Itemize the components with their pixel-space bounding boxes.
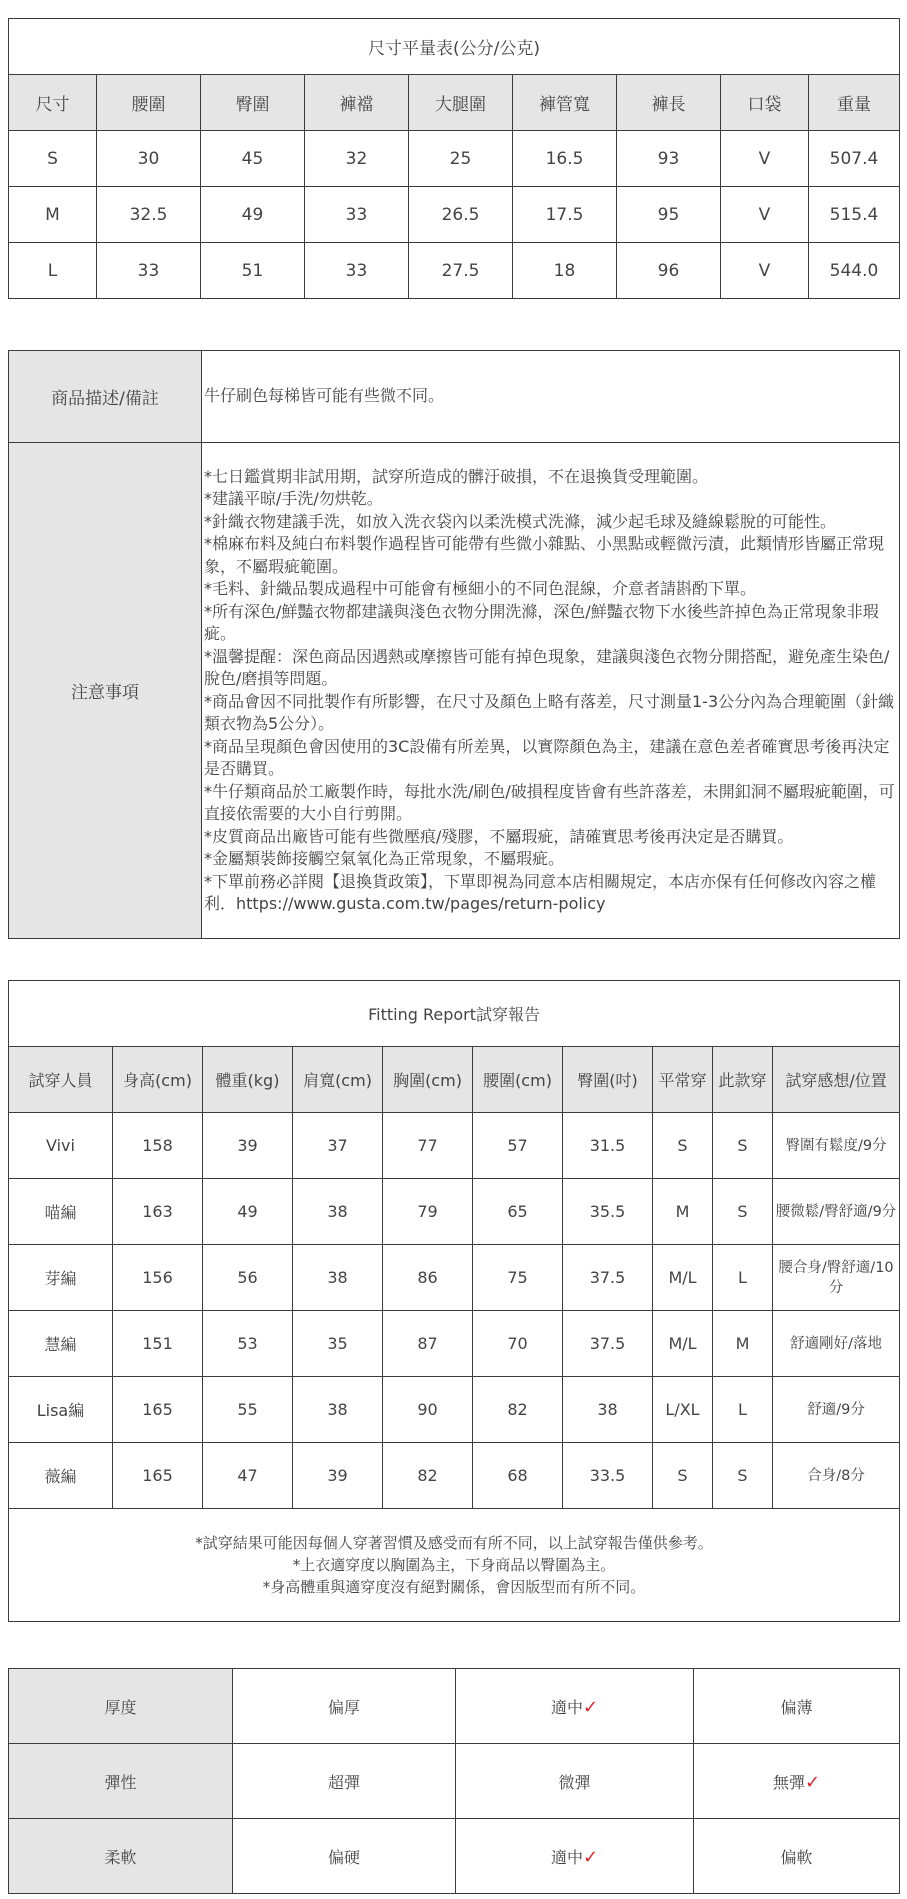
table-cell: 79 xyxy=(383,1179,473,1245)
thickness-row xyxy=(9,1669,900,1744)
table-cell: 舒適剛好/落地 xyxy=(773,1311,900,1377)
table-cell: 33 xyxy=(97,243,201,299)
notice-item: *牛仔類商品於工廠製作時，每批水洗/刷色/破損程度皆會有些許落差，未開釦洞不屬瑕疵範圍，可直接依需要的大小自行剪開。 xyxy=(204,781,895,823)
notice-item: *下單前務必詳閱【退換貨政策】，下單即視為同意本店相關規定，本店亦保有任何修改內容之權利．https://www.gusta.com.tw/pages/return-policy xyxy=(204,871,877,913)
header-cell: 此款穿 xyxy=(713,1047,773,1113)
table-cell: M xyxy=(653,1179,713,1245)
table-cell: 合身/8分 xyxy=(773,1443,900,1509)
table-cell: 臀圍有鬆度/9分 xyxy=(773,1113,900,1179)
footnote: *身高體重與適穿度沒有絕對關係，會因版型而有所不同。 xyxy=(262,1578,646,1596)
table-cell: 82 xyxy=(473,1377,563,1443)
table-cell: 27.5 xyxy=(409,243,513,299)
table-cell: 26.5 xyxy=(409,187,513,243)
table-cell: 38 xyxy=(293,1377,383,1443)
table-cell: 49 xyxy=(203,1179,293,1245)
table-cell: M/L xyxy=(653,1311,713,1377)
table-cell: 16.5 xyxy=(513,131,617,187)
table-cell: L xyxy=(713,1245,773,1311)
material-table xyxy=(8,1668,900,1894)
table-cell: 38 xyxy=(293,1245,383,1311)
header-cell: 褲襠 xyxy=(305,75,409,131)
table-cell: 68 xyxy=(473,1443,563,1509)
table-cell: 慧編 xyxy=(9,1311,113,1377)
material-label: 柔軟 xyxy=(9,1819,233,1894)
table-cell: M xyxy=(9,187,97,243)
table-cell: 芽編 xyxy=(9,1245,113,1311)
fitting-report-table xyxy=(8,980,900,1622)
table-cell: S xyxy=(653,1443,713,1509)
table-cell: 38 xyxy=(293,1179,383,1245)
header-cell: 褲長 xyxy=(617,75,721,131)
table-cell: 95 xyxy=(617,187,721,243)
table-cell: 70 xyxy=(473,1311,563,1377)
option-label: 適中 xyxy=(550,1697,583,1717)
table-cell: V xyxy=(721,243,809,299)
table-cell: 35 xyxy=(293,1311,383,1377)
table-cell: L xyxy=(9,243,97,299)
material-label: 厚度 xyxy=(9,1669,233,1744)
size-header-row xyxy=(9,75,900,131)
header-cell: 腰圍 xyxy=(97,75,201,131)
material-option xyxy=(233,1819,456,1894)
header-cell: 臀圍(吋) xyxy=(563,1047,653,1113)
table-cell: 165 xyxy=(113,1443,203,1509)
table-cell: 93 xyxy=(617,131,721,187)
table-cell: S xyxy=(713,1179,773,1245)
notice-item: *商品呈現顏色會因使用的3C設備有所差異，以實際顏色為主，建議在意色差者確實思考後再決定是否購買。 xyxy=(204,736,890,778)
notice-item: *毛料、針織品製成過程中可能會有極細小的不同色混線，介意者請斟酌下單。 xyxy=(204,579,757,598)
table-row xyxy=(9,1377,900,1443)
table-cell: 39 xyxy=(293,1443,383,1509)
table-cell: 37.5 xyxy=(563,1245,653,1311)
table-cell: 30 xyxy=(97,131,201,187)
notice-item: *商品會因不同批製作有所影響，在尺寸及顏色上略有落差，尺寸測量1-3公分內為合理範圍（針織類衣物為5公分）。 xyxy=(204,691,895,733)
table-cell: 507.4 xyxy=(809,131,900,187)
header-cell: 腰圍(cm) xyxy=(473,1047,563,1113)
notes-table xyxy=(8,350,900,939)
table-cell: 腰合身/臀舒適/10分 xyxy=(773,1245,900,1311)
notice-item: *所有深色/鮮豔衣物都建議與淺色衣物分開洗滌，深色/鮮豔衣物下水後些許掉色為正常現象非瑕疵。 xyxy=(204,601,879,643)
table-row xyxy=(9,1113,900,1179)
table-cell: 31.5 xyxy=(563,1113,653,1179)
table-cell: V xyxy=(721,187,809,243)
header-cell: 胸圍(cm) xyxy=(383,1047,473,1113)
fitting-header-row xyxy=(9,1047,900,1113)
notice-item: *溫馨提醒：深色商品因遇熱或摩擦皆可能有掉色現象，建議與淺色衣物分開搭配，避免產生染色/脫色/磨損等問題。 xyxy=(204,646,890,688)
table-cell: 17.5 xyxy=(513,187,617,243)
table-cell: 158 xyxy=(113,1113,203,1179)
table-cell: L/XL xyxy=(653,1377,713,1443)
table-cell: V xyxy=(721,131,809,187)
header-cell: 口袋 xyxy=(721,75,809,131)
table-cell: 33 xyxy=(305,187,409,243)
table-cell: 53 xyxy=(203,1311,293,1377)
option-label: 超彈 xyxy=(327,1772,360,1792)
check-icon: ✓ xyxy=(804,1771,821,1793)
table-row xyxy=(9,1311,900,1377)
softness-row xyxy=(9,1819,900,1894)
table-cell: S xyxy=(653,1113,713,1179)
table-cell: 18 xyxy=(513,243,617,299)
notice-item: *七日鑑賞期非試用期，試穿所造成的髒汙破損，不在退換貨受理範圍。 xyxy=(204,466,709,486)
table-cell: 喵編 xyxy=(9,1179,113,1245)
table-cell: S xyxy=(713,1113,773,1179)
header-cell: 體重(kg) xyxy=(203,1047,293,1113)
header-cell: 試穿人員 xyxy=(9,1047,113,1113)
fitting-footnotes xyxy=(9,1509,900,1622)
header-cell: 褲管寬 xyxy=(513,75,617,131)
description-label: 商品描述/備註 xyxy=(9,351,202,443)
table-cell: 舒適/9分 xyxy=(773,1377,900,1443)
table-cell: 55 xyxy=(203,1377,293,1443)
material-option xyxy=(233,1744,456,1819)
table-cell: 156 xyxy=(113,1245,203,1311)
table-cell: M/L xyxy=(653,1245,713,1311)
table-cell: 165 xyxy=(113,1377,203,1443)
option-label: 無彈 xyxy=(772,1772,805,1792)
table-cell: 腰微鬆/臀舒適/9分 xyxy=(773,1179,900,1245)
table-cell: 37 xyxy=(293,1113,383,1179)
description-row xyxy=(9,351,900,443)
table-cell: 47 xyxy=(203,1443,293,1509)
table-cell: 77 xyxy=(383,1113,473,1179)
material-option xyxy=(694,1669,900,1744)
table-cell: 35.5 xyxy=(563,1179,653,1245)
table-row xyxy=(9,1179,900,1245)
notice-item: *建議平晾/手洗/勿烘乾。 xyxy=(204,489,383,508)
header-cell: 平常穿 xyxy=(653,1047,713,1113)
table-cell: 75 xyxy=(473,1245,563,1311)
notice-row xyxy=(9,443,900,939)
notice-item: *棉麻布料及純白布料製作過程皆可能帶有些微小雜點、小黑點或輕微污漬，此類情形皆屬正常現象，不屬瑕疵範圍。 xyxy=(204,534,885,576)
table-cell: 38 xyxy=(563,1377,653,1443)
footnote: *上衣適穿度以胸圍為主，下身商品以臀圍為主。 xyxy=(292,1556,616,1574)
fitting-report-title: Fitting Report試穿報告 xyxy=(9,981,900,1047)
material-option xyxy=(456,1669,694,1744)
description-text: 牛仔刷色每梯皆可能有些微不同。 xyxy=(202,351,900,443)
header-cell: 身高(cm) xyxy=(113,1047,203,1113)
header-cell: 尺寸 xyxy=(9,75,97,131)
table-row xyxy=(9,131,900,187)
table-cell: 151 xyxy=(113,1311,203,1377)
material-option xyxy=(456,1744,694,1819)
header-cell: 重量 xyxy=(809,75,900,131)
table-cell: S xyxy=(9,131,97,187)
table-cell: 51 xyxy=(201,243,305,299)
size-table-title: 尺寸平量表(公分/公克) xyxy=(9,19,900,75)
table-cell: 544.0 xyxy=(809,243,900,299)
table-cell: 33 xyxy=(305,243,409,299)
table-cell: 56 xyxy=(203,1245,293,1311)
table-row xyxy=(9,187,900,243)
table-cell: Vivi xyxy=(9,1113,113,1179)
table-cell: 32.5 xyxy=(97,187,201,243)
table-cell: 87 xyxy=(383,1311,473,1377)
header-cell: 肩寬(cm) xyxy=(293,1047,383,1113)
table-cell: 25 xyxy=(409,131,513,187)
footnote: *試穿結果可能因每個人穿著習慣及感受而有所不同，以上試穿報告僅供參考。 xyxy=(195,1534,713,1552)
check-icon: ✓ xyxy=(582,1846,599,1868)
material-option xyxy=(694,1744,900,1819)
material-option xyxy=(694,1819,900,1894)
table-cell: Lisa編 xyxy=(9,1377,113,1443)
table-cell: 37.5 xyxy=(563,1311,653,1377)
table-cell: 33.5 xyxy=(563,1443,653,1509)
size-table xyxy=(8,18,900,299)
notice-list xyxy=(202,443,900,939)
material-option xyxy=(456,1819,694,1894)
header-cell: 臀圍 xyxy=(201,75,305,131)
table-cell: M xyxy=(713,1311,773,1377)
elasticity-row xyxy=(9,1744,900,1819)
option-label: 偏厚 xyxy=(327,1697,360,1717)
table-cell: 薇編 xyxy=(9,1443,113,1509)
header-cell: 試穿感想/位置 xyxy=(773,1047,900,1113)
table-cell: L xyxy=(713,1377,773,1443)
table-cell: 163 xyxy=(113,1179,203,1245)
table-cell: 45 xyxy=(201,131,305,187)
header-cell: 大腿圍 xyxy=(409,75,513,131)
material-label: 彈性 xyxy=(9,1744,233,1819)
option-label: 微彈 xyxy=(558,1772,591,1792)
material-option xyxy=(233,1669,456,1744)
notice-item: *針織衣物建議手洗，如放入洗衣袋內以柔洗模式洗滌，減少起毛球及縫線鬆脫的可能性。 xyxy=(204,511,837,531)
notice-label: 注意事項 xyxy=(9,443,202,939)
table-row xyxy=(9,1443,900,1509)
table-cell: 86 xyxy=(383,1245,473,1311)
table-cell: 82 xyxy=(383,1443,473,1509)
option-label: 適中 xyxy=(550,1847,583,1867)
option-label: 偏硬 xyxy=(327,1847,360,1867)
table-cell: S xyxy=(713,1443,773,1509)
table-cell: 39 xyxy=(203,1113,293,1179)
table-row xyxy=(9,1245,900,1311)
table-cell: 515.4 xyxy=(809,187,900,243)
table-cell: 90 xyxy=(383,1377,473,1443)
option-label: 偏軟 xyxy=(780,1847,813,1867)
check-icon: ✓ xyxy=(582,1696,599,1718)
notice-item: *金屬類裝飾接觸空氣氧化為正常現象，不屬瑕疵。 xyxy=(204,849,565,868)
table-cell: 65 xyxy=(473,1179,563,1245)
table-cell: 57 xyxy=(473,1113,563,1179)
notice-item: *皮質商品出廠皆可能有些微壓痕/殘膠，不屬瑕疵，請確實思考後再決定是否購買。 xyxy=(204,826,794,846)
table-row xyxy=(9,243,900,299)
option-label: 偏薄 xyxy=(780,1697,813,1717)
table-cell: 32 xyxy=(305,131,409,187)
table-cell: 49 xyxy=(201,187,305,243)
table-cell: 96 xyxy=(617,243,721,299)
